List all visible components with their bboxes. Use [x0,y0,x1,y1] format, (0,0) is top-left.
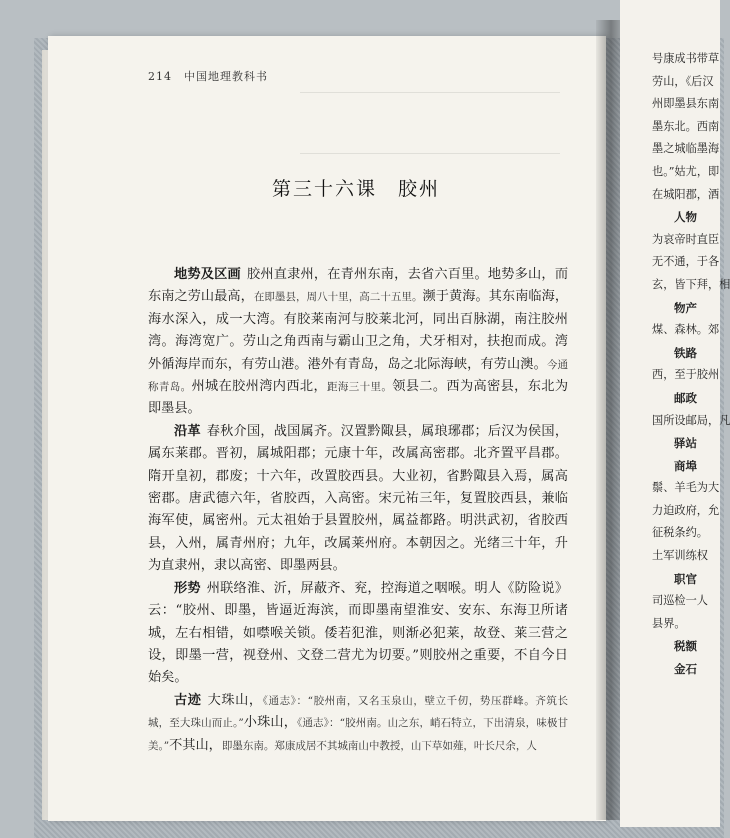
right-page-line: 县界。 [652,616,686,630]
section-label: 形势 [174,580,201,596]
body-text: 春秋介国，战国属齐。汉置黔陬县，属琅琊郡；后汉为侯国，属东莱郡。晋初，属城阳郡；元康十年，改属高密郡。北齐置平昌郡。隋开皇初，郡废；十六年，改置胶西县。大业初，省黔陬县入焉，属高密郡。唐武德六年，省胶西，入高密。宋元祐三年，复置胶西县，兼临海军使，属密州。元太祖始于县置胶州，属益都路。明洪武初，省胶西县，入州，属青州府；九年，改属莱州府。本朝因之。光绪三十年，升为直隶州，隶以高密、即墨两县。 [148,423,569,574]
right-page-line: 劳山，《后汉 [652,74,714,88]
right-page-line: 在城阳郡，酒 [652,187,720,201]
right-page-heading: 职官 [674,571,697,586]
annotation-text: 在即墨县，周八十里，高二十五里。 [253,291,423,304]
right-page-heading: 驿站 [674,436,697,451]
right-page-line: 土军训练权 [652,549,708,563]
section-label: 地势及区画 [174,267,241,282]
annotation-text: 今通称青岛。 [148,358,568,394]
right-page-heading: 金石 [674,662,697,677]
annotation-text: 即墨东南。郑康成居不其城南山中教授，山下草如薤，叶长尺余，人 [221,739,537,752]
right-page-line: 墨东北。西南 [652,119,720,133]
annotation-text: 距海三十里。 [327,381,393,394]
body-text: 不其山， [169,737,222,753]
show-through-table [300,92,560,154]
body-text: 濒于黄海。其东南临海，海水深入，成一大湾。有胶莱南河与胶莱北河，同出百脉湖，南注胶州湾。海湾宽广。劳山之角西南与霸山卫之角，犬牙相对，扶抱而成。湾外循海岸而东，有劳山港。港外有青岛，岛之北际海峡，有劳山澳。 [148,289,569,372]
right-page-line: 煤、森林。郊 [652,323,720,337]
right-page-line: 为哀帝时直臣 [652,232,720,246]
body-text: 州联络淮、沂，屏蔽齐、兖，控海道之咽喉。明人《防险说》云：“胶州、即墨，皆逼近海滨，而即墨南望淮安、安东、东海卫所诸城，左右相错，如噤喉关锁。倭若犯淮，则渐必犯莱，故登、莱三营之设，即墨一营，视登州、文登二营尤为切要。”则胶州之重要，不自今日始矣。 [148,580,569,686]
body-text: 小珠山， [243,715,298,731]
lesson-body [148,264,568,757]
right-page-line: 墨之城临墨海 [652,142,720,156]
annotation-text: 《通志》：“胶州南。山之东，峭石特立，下出清泉，味极甘美。” [148,717,568,752]
right-page-text [652,48,730,681]
right-page-line: 国所设邮局，凡 [652,413,730,427]
section-paragraph [148,264,568,421]
right-page-line: 力迫政府，允 [652,503,720,517]
lesson-title: 第三十六课 胶州 [272,178,441,200]
right-page-heading: 铁路 [674,345,697,360]
right-page-line: 号康成书带草 [652,52,720,65]
body-text: 大珠山， [207,692,263,708]
right-page-line: 州即墨县东南 [652,97,720,111]
right-page-heading: 物产 [674,300,697,315]
annotation-text: 《通志》：“胶州南，又名玉泉山，壁立千仞，势压群峰。齐筑长城，至大珠山而止。” [148,694,569,730]
right-page-heading: 邮政 [674,390,697,405]
section-label: 古迹 [174,692,202,708]
body-text: 胶州直隶州，在青州东南，去省六百里。地势多山，而东南之劳山最高， [148,267,569,305]
body-text: 领县二。西为高密县，东北为即墨县。 [148,379,569,417]
running-head: 214 中国地理教科书 [148,70,268,83]
right-page-line: 司巡检一人 [652,594,708,608]
section-label: 沿革 [174,423,201,439]
right-page-heading: 商埠 [674,458,697,473]
right-page-line: 也。”姑尤，即 [652,164,720,178]
right-page-line: 西，至于胶州 [652,368,720,382]
right-page-line: 征税条约。 [652,526,708,540]
body-text: 州城在胶州湾内西北， [191,379,327,395]
right-page-line: 鬃、羊毛为大 [652,481,720,495]
section-paragraph [148,421,568,578]
right-page-heading: 税额 [674,639,697,654]
right-page-line: 玄，皆下拜，相 [652,277,730,291]
right-page-line: 无不通，于各 [652,255,720,269]
section-paragraph [148,578,568,690]
section-paragraph [148,690,568,757]
right-page-heading: 人物 [674,210,697,225]
